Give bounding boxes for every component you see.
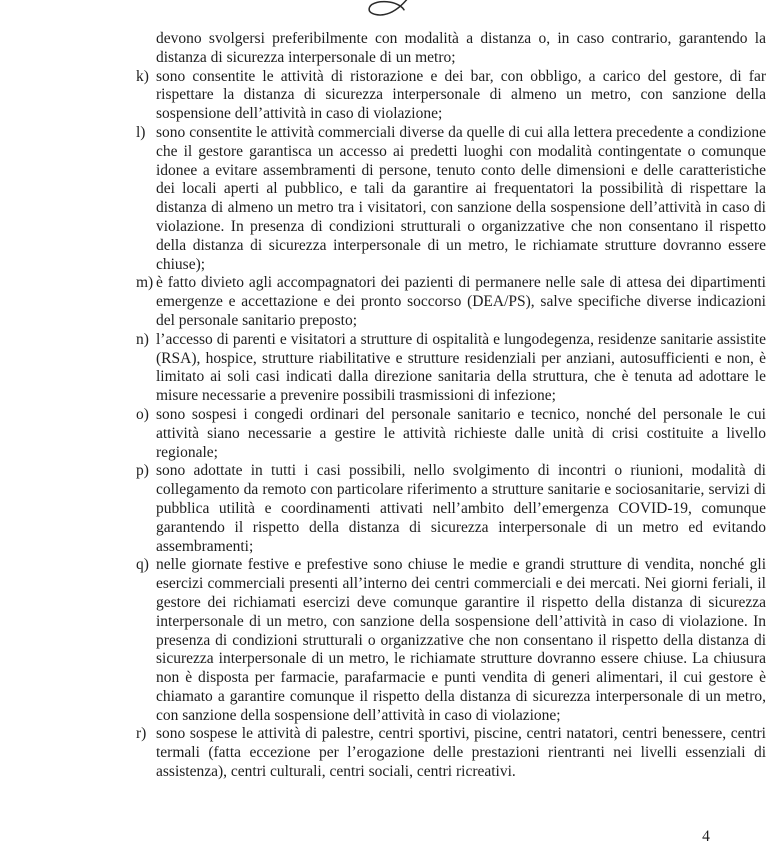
list-item-text: sono adottate in tutti i casi possibili, nello svolgimento di incontri o riunioni, modalità di collegamento da remoto con particolare riferimento a strutture sanitarie e sociosanitarie, servizi di pubblica utilità e coordinamenti attivati nell’ambito dell’emergenza COVID-19, comunque garantendo il rispetto della distanza di sicurezza interpersonale di un metro ed evitando assembramenti; <box>156 462 766 555</box>
list-item-q <box>136 556 766 725</box>
list-item-label: p) <box>136 462 149 480</box>
list-item-text: sono consentite le attività di ristorazione e dei bar, con obbligo, a carico del gestore, di far rispettare la distanza di sicurezza interpersonale di almeno un metro, con sanzione della sospensione dell’attività in caso di violazione; <box>156 67 766 123</box>
list-item-p <box>136 462 766 556</box>
list-item-o <box>136 406 766 462</box>
document-body <box>136 30 766 782</box>
page-number: 4 <box>702 828 710 845</box>
list-item-text: sono consentite le attività commerciali diverse da quelle di cui alla lettera precedente a condizione che il gestore garantisca un accesso ai predetti luoghi con modalità contingentate o comunque idonee a evitare assembramenti di persone, tenuto conto delle dimensioni e delle caratteristiche dei locali aperti al pubblico, e tali da garantire ai frequentatori la possibilità di rispettare la distanza di almeno un metro tra i visitatori, con sanzione della sospensione dell’attività in caso di violazione. In presenza di condizioni strutturali o organizzative che non consentano il rispetto della distanza di sicurezza interpersonale di un metro, le richiamate strutture dovranno essere chiuse); <box>156 123 766 273</box>
list-item-r <box>136 725 766 781</box>
list-item-label: l) <box>136 123 146 141</box>
list-item-label: n) <box>136 330 149 348</box>
list-item-l <box>136 124 766 274</box>
list-item-label: q) <box>136 556 149 574</box>
list-item-k <box>136 68 766 124</box>
list-item-label: m) <box>136 274 154 292</box>
paragraph-continuation: devono svolgersi preferibilmente con modalità a distanza o, in caso contrario, garantendo la distanza di sicurezza interpersonale di un metro; <box>156 30 766 66</box>
list-item-n <box>136 331 766 406</box>
signature-flourish-icon <box>358 0 422 24</box>
list-item-m <box>136 274 766 330</box>
list-item-text: l’accesso di parenti e visitatori a strutture di ospitalità e lungodegenza, residenze sanitarie assistite (RSA), hospice, strutture riabilitative e strutture residenziali per anziani, autosufficienti e non, è limitato ai soli casi indicati dalla direzione sanitaria della struttura, che è tenuta ad adottare le misure necessarie a prevenire possibili trasmissioni di infezione; <box>156 330 766 405</box>
list-item-text: è fatto divieto agli accompagnatori dei pazienti di permanere nelle sale di attesa dei dipartimenti emergenze e accettazione e dei pronto soccorso (DEA/PS), salve specifiche diverse indicazioni del personale sanitario preposto; <box>156 274 766 329</box>
list-item-text: sono sospese le attività di palestre, centri sportivi, piscine, centri natatori, centri benessere, centri termali (fatta eccezione per l’erogazione delle prestazioni rientranti nei livelli essenziali di assistenza), centri culturali, centri sociali, centri ricreativi. <box>156 725 766 781</box>
list-item-text: nelle giornate festive e prefestive sono chiuse le medie e grandi strutture di vendita, nonché gli esercizi commerciali presenti all’interno dei centri commerciali e dei mercati. Nei giorni feriali, il gestore dei richiamati esercizi deve comunque garantire il rispetto della distanza di sicurezza interpersonale di un metro, con sanzione della sospensione dell’attività in caso di violazione. In presenza di condizioni strutturali o organizzative che non consentano il rispetto della distanza di sicurezza interpersonale di un metro, le richiamate strutture dovranno essere chiuse. La chiusura non è disposta per farmacie, parafarmacie e punti vendita di generi alimentari, il cui gestore è chiamato a garantire comunque il rispetto della distanza di sicurezza interpersonale di un metro, con sanzione della sospensione dell’attività in caso di violazione; <box>156 556 766 724</box>
list-item-text: sono sospesi i congedi ordinari del personale sanitario e tecnico, nonché del personale le cui attività siano necessarie a gestire le attività richieste dalle unità di crisi costituite a livello regionale; <box>156 405 766 461</box>
list-item-label: r) <box>136 725 147 743</box>
list-item-label: o) <box>136 405 149 423</box>
list-item-label: k) <box>136 67 149 85</box>
